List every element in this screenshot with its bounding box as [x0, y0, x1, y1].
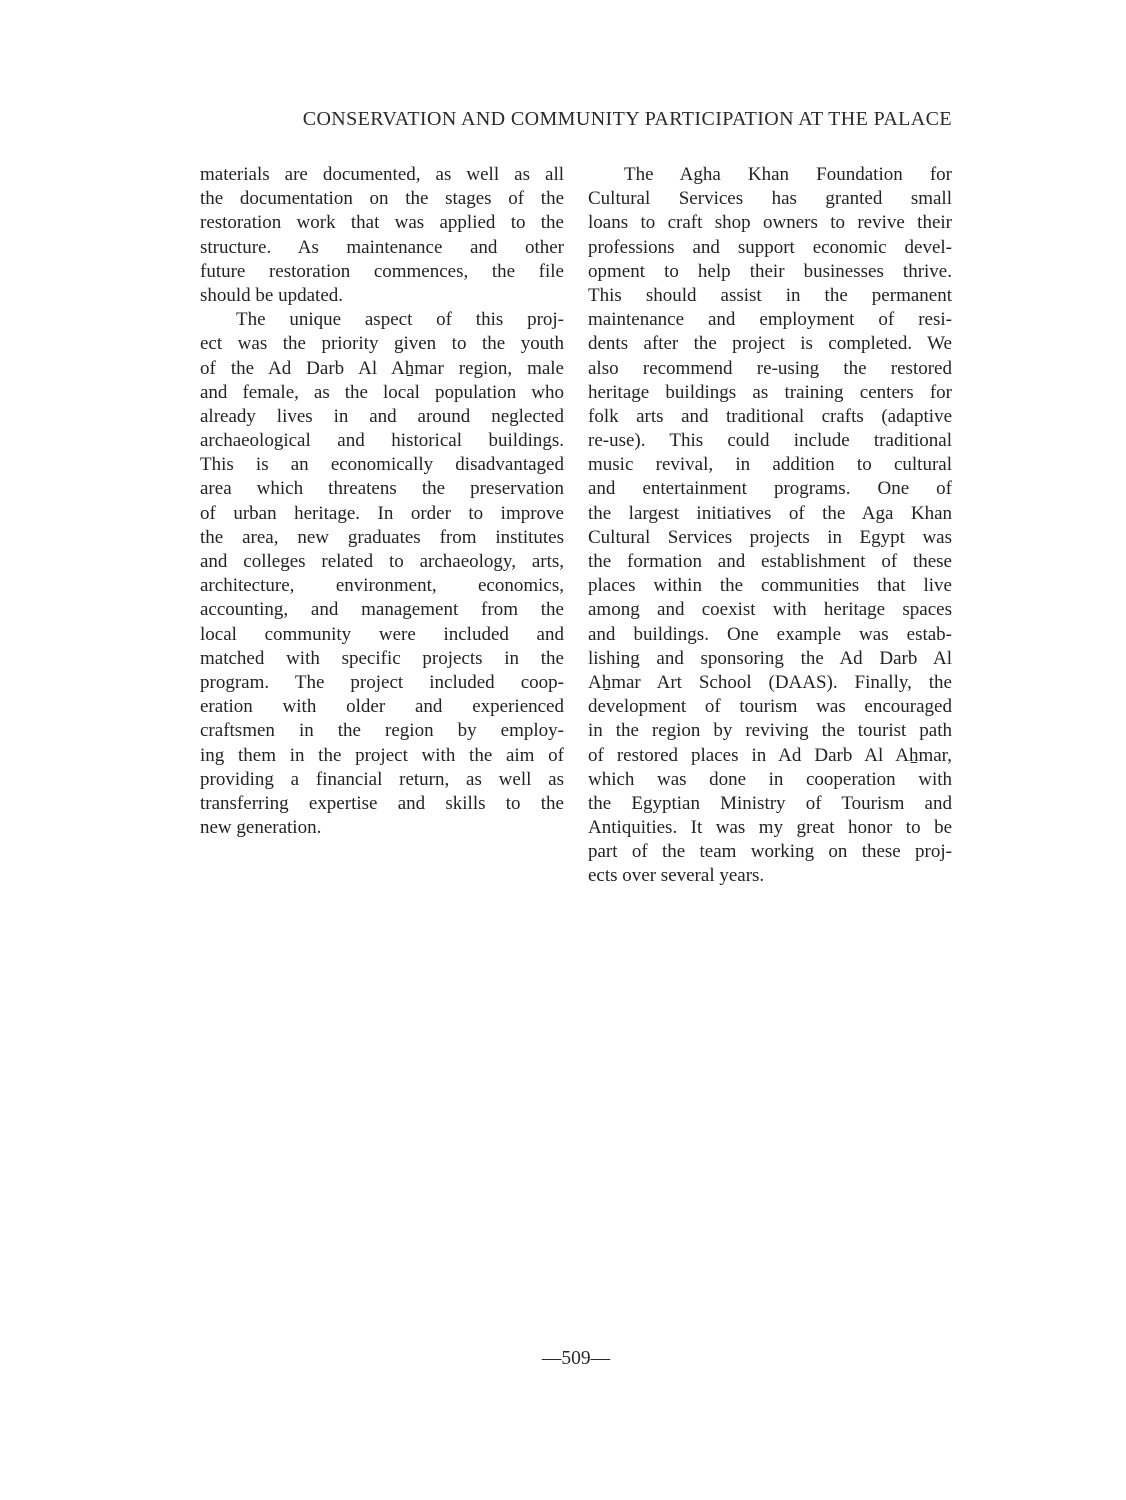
text-line: craftsmen in the region by employ- — [200, 720, 564, 742]
text-line: ect was the priority given to the youth — [200, 333, 564, 355]
text-line: matched with specific projects in the — [200, 647, 564, 669]
text-line: which was done in cooperation with — [588, 768, 952, 790]
text-line: of urban heritage. In order to improve — [200, 502, 564, 524]
text-line: of the Ad Darb Al Aẖmar region, male — [200, 357, 564, 379]
text-line: The unique aspect of this proj- — [236, 309, 564, 331]
text-line: and buildings. One example was estab- — [588, 623, 952, 645]
text-line: the documentation on the stages of the — [200, 188, 564, 210]
text-line: materials are documented, as well as all — [200, 164, 564, 185]
text-line: eration with older and experienced — [200, 696, 564, 718]
text-line: development of tourism was encouraged — [588, 696, 952, 718]
text-line: in the region by reviving the tourist path — [588, 720, 952, 742]
text-line: and entertainment programs. One of — [588, 478, 952, 500]
text-line: music revival, in addition to cultural — [588, 454, 952, 476]
text-line: loans to craft shop owners to revive their — [588, 212, 952, 234]
text-line: the Egyptian Ministry of Tourism and — [588, 792, 952, 814]
text-line: places within the communities that live — [588, 575, 952, 597]
text-line: of restored places in Ad Darb Al Aẖmar, — [588, 744, 952, 766]
text-line: transferring expertise and skills to the — [200, 792, 564, 814]
text-line: maintenance and employment of resi- — [588, 309, 952, 331]
text-line: and colleges related to archaeology, arts, — [200, 551, 564, 572]
text-line: The Agha Khan Foundation for — [624, 164, 952, 185]
text-line: the largest initiatives of the Aga Khan — [588, 502, 952, 524]
text-line: re-use). This could include traditional — [588, 430, 952, 452]
text-line: providing a financial return, as well as — [200, 768, 564, 790]
running-header: CONSERVATION AND COMMUNITY PARTICIPATION AT THE PALACE — [302, 108, 952, 130]
text-line: and female, as the local population who — [200, 381, 564, 403]
text-line: area which threatens the preservation — [200, 478, 564, 500]
text-line: restoration work that was applied to the — [200, 212, 564, 234]
text-line: already lives in and around neglected — [200, 405, 564, 427]
text-line: local community were included and — [200, 623, 564, 645]
text-line: Aẖmar Art School (DAAS). Finally, the — [588, 671, 952, 693]
text-columns — [200, 163, 952, 889]
text-line: accounting, and management from the — [200, 599, 564, 621]
text-line: future restoration commences, the file — [200, 260, 564, 282]
text-line: archaeological and historical buildings. — [200, 430, 564, 452]
right-column — [588, 163, 952, 889]
text-line: Antiquities. It was my great honor to be — [588, 817, 952, 839]
text-line: ing them in the project with the aim of — [200, 744, 564, 766]
text-line: heritage buildings as training centers for — [588, 381, 952, 403]
text-line: also recommend re-using the restored — [588, 357, 952, 379]
text-line: architecture, environment, economics, — [200, 575, 564, 597]
text-line: among and coexist with heritage spaces — [588, 599, 952, 621]
left-column — [200, 163, 564, 889]
text-line: This is an economically disadvantaged — [200, 454, 564, 476]
text-line: dents after the project is completed. We — [588, 333, 952, 355]
text-line: the area, new graduates from institutes — [200, 526, 564, 548]
text-line: ects over several years. — [588, 865, 765, 887]
text-line: structure. As maintenance and other — [200, 236, 564, 258]
page-number: —509— — [541, 1348, 611, 1369]
text-line: should be updated. — [200, 284, 344, 306]
text-line: program. The project included coop- — [200, 671, 564, 693]
text-line: the formation and establishment of these — [588, 551, 952, 572]
text-line: lishing and sponsoring the Ad Darb Al — [588, 647, 952, 669]
text-line: opment to help their businesses thrive. — [588, 260, 952, 282]
text-line: part of the team working on these proj- — [588, 841, 952, 863]
text-line: This should assist in the permanent — [588, 284, 952, 306]
text-line: Cultural Services has granted small — [588, 188, 952, 210]
text-line: new generation. — [200, 817, 322, 839]
text-line: Cultural Services projects in Egypt was — [588, 526, 952, 548]
text-line: folk arts and traditional crafts (adaptive — [588, 405, 952, 427]
text-line: professions and support economic devel- — [588, 236, 952, 258]
